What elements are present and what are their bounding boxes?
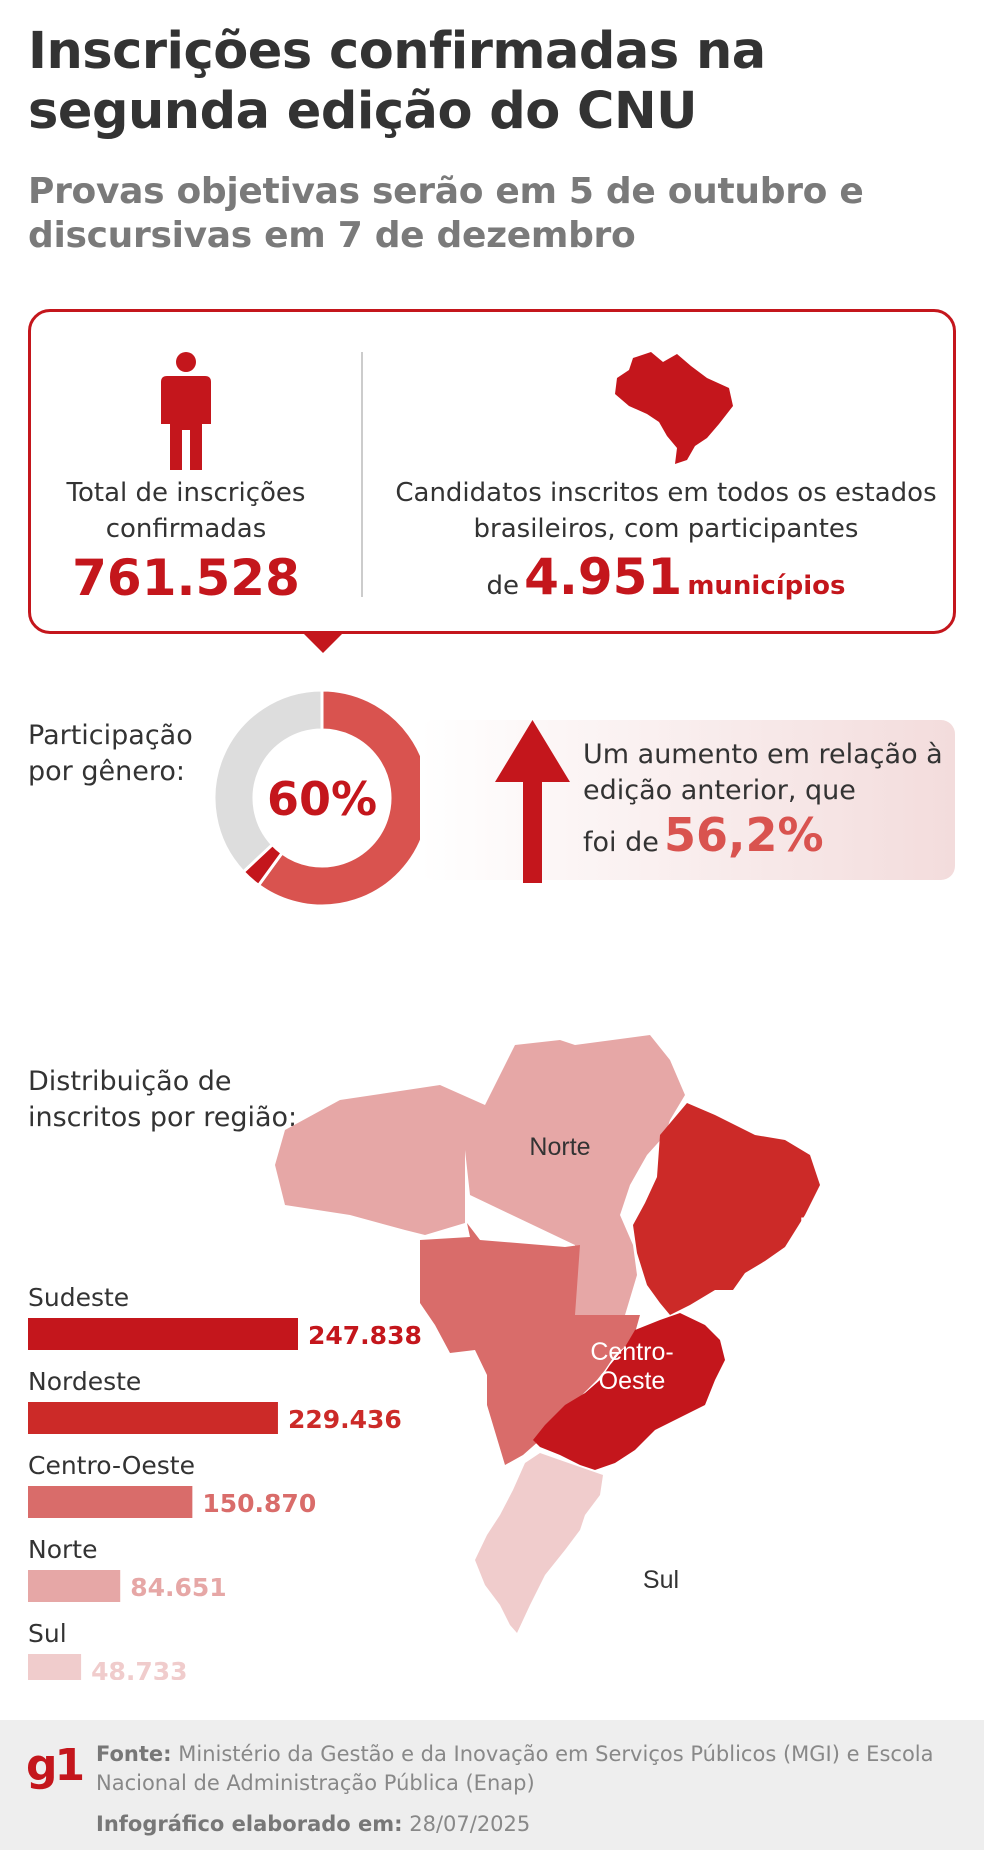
page-title: Inscrições confirmadas na segunda edição do CNU [28, 22, 766, 141]
map-label-centro: Centro- [590, 1338, 674, 1366]
g1-logo: g1 [26, 1740, 83, 1791]
bar-value-label: 48.733 [91, 1657, 188, 1680]
region-sul [475, 1453, 603, 1633]
municipalities-value: 4.951 [524, 548, 683, 606]
municipalities-prefix: de [486, 571, 519, 601]
region-label: Distribuição de inscritos por região: [28, 1066, 298, 1133]
person-icon [161, 352, 211, 470]
footer-date [96, 1812, 530, 1836]
footer-source [96, 1740, 956, 1798]
bar-category-label: Nordeste [28, 1367, 142, 1396]
map-label-sul: Sul [642, 1566, 680, 1594]
map-label-oeste: Oeste [598, 1367, 666, 1395]
source-label: Fonte: [96, 1742, 172, 1766]
states-label: Candidatos inscritos em todos os estados brasileiros, com participantes [395, 478, 937, 544]
bar-category-label: Sul [28, 1619, 67, 1648]
municipalities-line [386, 548, 946, 606]
increase-prefix: foi de [583, 827, 659, 858]
municipalities-suffix: municípios [687, 571, 846, 601]
bar-category-label: Sudeste [28, 1283, 130, 1312]
bar-value-label: 150.870 [202, 1489, 317, 1518]
increase-value: 56,2% [663, 808, 824, 862]
bar-value-label: 229.436 [287, 1405, 402, 1434]
map-label-nordeste: Nordeste [799, 1213, 901, 1241]
bar-value-label: 84.651 [130, 1573, 227, 1602]
arrow-up-icon [495, 720, 570, 883]
total-label: Total de inscrições confirmadas [66, 478, 306, 544]
increase-value-line [583, 808, 943, 862]
divider [361, 352, 363, 597]
footer [0, 1720, 984, 1850]
region-bar-chart [28, 1280, 448, 1680]
brazil-map-icon [611, 348, 736, 466]
donut-center-label: 60% [266, 772, 378, 826]
bar-category-label: Norte [28, 1535, 98, 1564]
source-text: Ministério da Gestão e da Inovação em Serviços Públicos (MGI) e Escola Nacional de Administração Pública (Enap) [96, 1742, 934, 1795]
gender-label: Participação por gênero: [28, 720, 193, 787]
bar-value-label: 247.838 [308, 1321, 422, 1350]
box-pointer [301, 631, 345, 653]
bar [28, 1318, 298, 1350]
stats-box [28, 309, 956, 634]
bar [28, 1654, 81, 1680]
page-subtitle: Provas objetivas serão em 5 de outubro e discursivas em 7 de dezembro [28, 171, 864, 256]
date-label: Infográfico elaborado em: [96, 1812, 403, 1836]
bar [28, 1486, 192, 1518]
total-value: 761.528 [72, 549, 300, 607]
bar-category-label: Centro-Oeste [28, 1451, 195, 1480]
bar [28, 1570, 120, 1602]
gender-donut-chart [212, 688, 432, 908]
bar [28, 1402, 278, 1434]
map-label-norte: Norte [529, 1133, 591, 1161]
increase-text: Um aumento em relação à edição anterior, que [583, 739, 943, 806]
map-label-sudeste: Sudeste [717, 1432, 809, 1460]
date-value: 28/07/2025 [409, 1812, 531, 1836]
region-nordeste [633, 1103, 820, 1315]
